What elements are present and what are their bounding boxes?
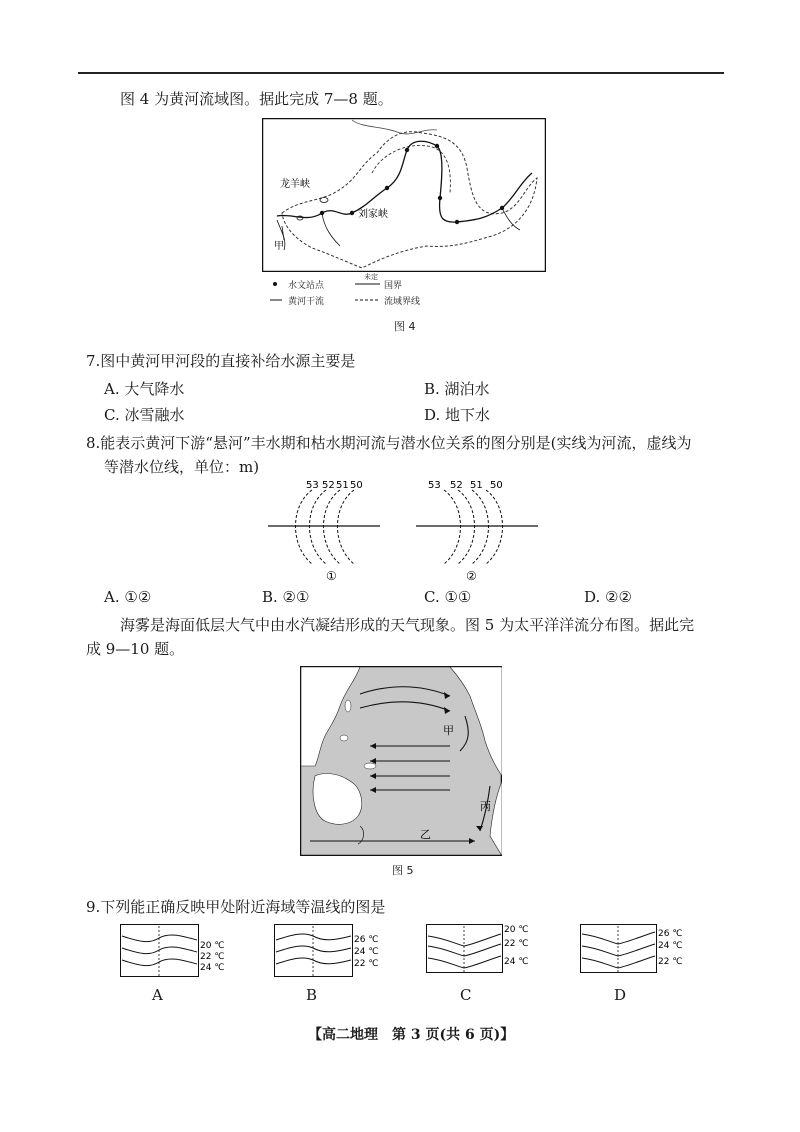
d1-label-51: 51 bbox=[336, 480, 349, 491]
q9-letter-c: C bbox=[460, 986, 472, 1004]
intro-fig5-line1: 海雾是海面低层大气中由水汽凝结形成的天气现象。图 5 为太平洋洋流分布图。据此完 bbox=[120, 616, 695, 634]
q7-option-a: A. 大气降水 bbox=[104, 380, 185, 398]
label-liujiaxia: 刘家峡 bbox=[358, 209, 388, 220]
legend-basin: 流域界线 bbox=[384, 297, 421, 307]
legend-river: 黄河干流 bbox=[288, 297, 325, 307]
b-temp-2: 24 ℃ bbox=[354, 947, 379, 957]
legend-border: 国界 bbox=[384, 281, 403, 291]
q8-stem-line1: 8.能表示黄河下游“悬河”丰水期和枯水期河流与潜水位关系的图分别是(实线为河流，虚线为 bbox=[86, 434, 692, 452]
q8-option-c: C. ①① bbox=[424, 588, 472, 606]
q8-diagram-1 bbox=[262, 478, 382, 582]
label-jia: 甲 bbox=[274, 241, 284, 252]
d-temp-1: 26 ℃ bbox=[658, 929, 683, 939]
page-footer: 【高二地理 第 3 页(共 6 页)】 bbox=[308, 1027, 515, 1043]
legend-border-note: 未定 bbox=[364, 273, 378, 281]
fig5-label-yi: 乙 bbox=[420, 828, 431, 841]
q9-chart-c bbox=[426, 920, 556, 978]
q9-letter-b: B bbox=[306, 986, 318, 1004]
d1-label-52: 52 bbox=[322, 480, 335, 491]
a-temp-1: 20 ℃ bbox=[200, 941, 225, 951]
figure-5-map bbox=[300, 666, 502, 856]
d-temp-3: 22 ℃ bbox=[658, 957, 683, 967]
figure-4-caption: 图 4 bbox=[394, 320, 416, 333]
a-temp-3: 24 ℃ bbox=[200, 963, 225, 973]
q8-option-d: D. ②② bbox=[584, 588, 632, 606]
q7-option-b: B. 湖泊水 bbox=[424, 380, 490, 398]
figure-4-map bbox=[262, 118, 546, 272]
b-temp-1: 26 ℃ bbox=[354, 935, 379, 945]
q9-letter-d: D bbox=[614, 986, 627, 1004]
d2-label-52: 52 bbox=[450, 480, 463, 491]
d2-label-50: 50 bbox=[490, 480, 503, 491]
q9-chart-b bbox=[274, 924, 394, 978]
d-temp-2: 24 ℃ bbox=[658, 941, 683, 951]
d2-label-51: 51 bbox=[470, 480, 483, 491]
q8-diagram-2 bbox=[414, 478, 544, 582]
d1-label-50: 50 bbox=[350, 480, 363, 491]
fig5-label-bing: 丙 bbox=[480, 800, 491, 813]
q7-stem: 7.图中黄河甲河段的直接补给水源主要是 bbox=[86, 352, 356, 370]
legend-station: 水文站点 bbox=[288, 281, 325, 291]
intro-fig5-line2: 成 9—10 题。 bbox=[86, 640, 185, 658]
q9-chart-a bbox=[120, 924, 240, 978]
q8-option-a: A. ①② bbox=[104, 588, 152, 606]
q8-option-b: B. ②① bbox=[262, 588, 310, 606]
d2-id: ② bbox=[466, 569, 477, 582]
figure-4-legend bbox=[270, 273, 460, 308]
c-temp-3: 24 ℃ bbox=[504, 957, 529, 967]
label-longyangxia: 龙羊峡 bbox=[280, 179, 310, 190]
d2-label-53: 53 bbox=[428, 480, 441, 491]
q7-option-d: D. 地下水 bbox=[424, 406, 491, 424]
d1-id: ① bbox=[326, 569, 337, 582]
q9-letter-a: A bbox=[152, 986, 163, 1004]
c-temp-1: 20 ℃ bbox=[504, 925, 529, 935]
c-temp-2: 22 ℃ bbox=[504, 939, 529, 949]
a-temp-2: 22 ℃ bbox=[200, 952, 225, 962]
q9-stem: 9.下列能正确反映甲处附近海域等温线的图是 bbox=[86, 898, 386, 916]
q7-option-c: C. 冰雪融水 bbox=[104, 406, 185, 424]
fig5-label-jia: 甲 bbox=[443, 724, 454, 737]
q9-chart-d bbox=[580, 920, 710, 978]
figure-5-caption: 图 5 bbox=[392, 864, 414, 877]
top-rule bbox=[78, 72, 724, 74]
b-temp-3: 22 ℃ bbox=[354, 959, 379, 969]
intro-fig4: 图 4 为黄河流域图。据此完成 7—8 题。 bbox=[120, 90, 393, 108]
d1-label-53: 53 bbox=[306, 480, 319, 491]
q8-stem-line2: 等潜水位线，单位：m) bbox=[104, 458, 260, 476]
